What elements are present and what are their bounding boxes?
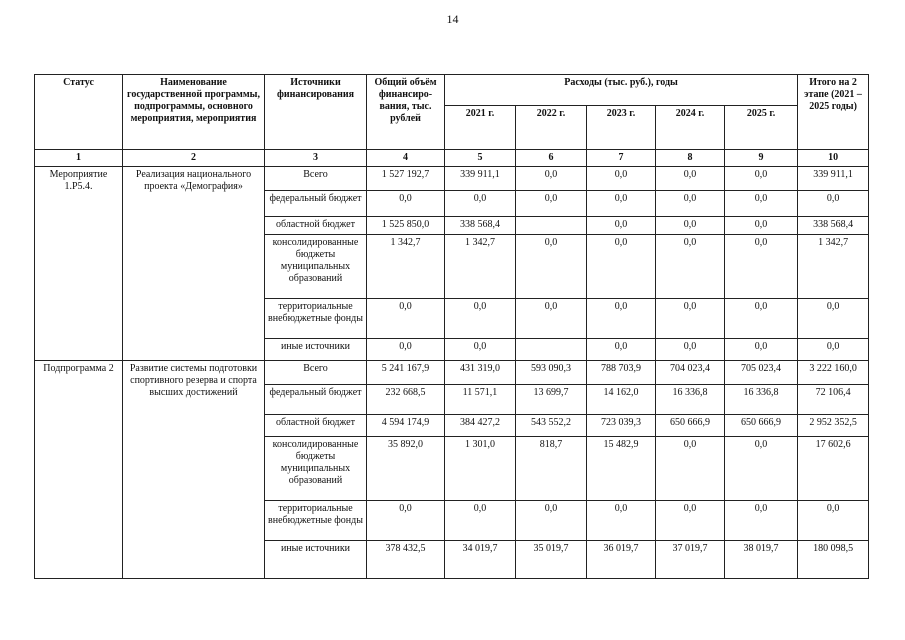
name-cell: Реализация национального проекта «Демография» — [123, 167, 265, 361]
value-cell: 11 571,1 — [445, 385, 516, 415]
header-status: Статус — [35, 75, 123, 150]
source-cell: иные источники — [265, 339, 367, 361]
value-cell: 180 098,5 — [798, 541, 869, 579]
column-index: 2 — [123, 150, 265, 167]
source-cell: федеральный бюджет — [265, 191, 367, 217]
value-cell: 788 703,9 — [587, 361, 656, 385]
table-row — [35, 167, 869, 191]
source-cell: иные источники — [265, 541, 367, 579]
status-cell: Подпрограмма 2 — [35, 361, 123, 579]
value-cell: 72 106,4 — [798, 385, 869, 415]
value-cell: 0,0 — [587, 167, 656, 191]
value-cell: 0,0 — [587, 339, 656, 361]
value-cell: 35 019,7 — [516, 541, 587, 579]
value-cell: 34 019,7 — [445, 541, 516, 579]
value-cell: 0,0 — [656, 167, 725, 191]
value-cell: 37 019,7 — [656, 541, 725, 579]
header-year: 2022 г. — [516, 106, 587, 150]
value-cell: 0,0 — [656, 299, 725, 339]
value-cell: 0,0 — [656, 235, 725, 299]
value-cell — [516, 339, 587, 361]
value-cell: 0,0 — [587, 235, 656, 299]
value-cell: 0,0 — [725, 217, 798, 235]
column-index: 5 — [445, 150, 516, 167]
value-cell: 1 527 192,7 — [367, 167, 445, 191]
value-cell: 0,0 — [587, 501, 656, 541]
source-cell: Всего — [265, 167, 367, 191]
column-index-row — [35, 150, 869, 167]
value-cell: 0,0 — [725, 501, 798, 541]
value-cell: 1 342,7 — [367, 235, 445, 299]
value-cell: 0,0 — [367, 191, 445, 217]
value-cell: 5 241 167,9 — [367, 361, 445, 385]
value-cell: 36 019,7 — [587, 541, 656, 579]
value-cell: 0,0 — [725, 235, 798, 299]
table-row — [35, 361, 869, 385]
value-cell: 0,0 — [367, 501, 445, 541]
value-cell: 0,0 — [367, 339, 445, 361]
value-cell: 15 482,9 — [587, 437, 656, 501]
budget-table — [34, 74, 869, 579]
header-year: 2025 г. — [725, 106, 798, 150]
value-cell: 38 019,7 — [725, 541, 798, 579]
column-index: 7 — [587, 150, 656, 167]
value-cell: 0,0 — [445, 299, 516, 339]
value-cell: 0,0 — [656, 217, 725, 235]
value-cell: 704 023,4 — [656, 361, 725, 385]
source-cell: федеральный бюджет — [265, 385, 367, 415]
header-name: Наименование государственной программы, подпрограммы, основного мероприятия, мероприятия — [123, 75, 265, 150]
value-cell: 339 911,1 — [445, 167, 516, 191]
value-cell: 0,0 — [516, 191, 587, 217]
value-cell: 17 602,6 — [798, 437, 869, 501]
value-cell: 3 222 160,0 — [798, 361, 869, 385]
value-cell: 705 023,4 — [725, 361, 798, 385]
value-cell: 16 336,8 — [725, 385, 798, 415]
header-year: 2021 г. — [445, 106, 516, 150]
column-index: 1 — [35, 150, 123, 167]
name-cell: Развитие системы подготовки спортивного резерва и спорта высших достижений — [123, 361, 265, 579]
source-cell: Всего — [265, 361, 367, 385]
header-year: 2024 г. — [656, 106, 725, 150]
source-cell: территориальные внебюджетные фонды — [265, 501, 367, 541]
value-cell: 0,0 — [798, 191, 869, 217]
value-cell: 4 594 174,9 — [367, 415, 445, 437]
value-cell: 0,0 — [656, 501, 725, 541]
column-index: 4 — [367, 150, 445, 167]
status-cell: Мероприятие 1.Р5.4. — [35, 167, 123, 361]
value-cell: 0,0 — [798, 339, 869, 361]
value-cell: 0,0 — [725, 339, 798, 361]
value-cell: 0,0 — [798, 299, 869, 339]
value-cell — [516, 217, 587, 235]
value-cell: 1 525 850,0 — [367, 217, 445, 235]
column-index: 3 — [265, 150, 367, 167]
value-cell: 1 301,0 — [445, 437, 516, 501]
source-cell: областной бюджет — [265, 217, 367, 235]
value-cell: 0,0 — [445, 339, 516, 361]
value-cell: 0,0 — [587, 299, 656, 339]
value-cell: 0,0 — [798, 501, 869, 541]
value-cell: 16 336,8 — [656, 385, 725, 415]
page-number: 14 — [446, 12, 459, 26]
value-cell: 232 668,5 — [367, 385, 445, 415]
value-cell: 650 666,9 — [725, 415, 798, 437]
source-cell: областной бюджет — [265, 415, 367, 437]
column-index: 10 — [798, 150, 869, 167]
value-cell: 0,0 — [656, 437, 725, 501]
value-cell: 0,0 — [587, 191, 656, 217]
value-cell: 384 427,2 — [445, 415, 516, 437]
value-cell: 818,7 — [516, 437, 587, 501]
value-cell: 543 552,2 — [516, 415, 587, 437]
value-cell: 378 432,5 — [367, 541, 445, 579]
value-cell: 0,0 — [516, 299, 587, 339]
value-cell: 723 039,3 — [587, 415, 656, 437]
source-cell: консолидированные бюджеты муниципальных образований — [265, 235, 367, 299]
value-cell: 431 319,0 — [445, 361, 516, 385]
value-cell: 593 090,3 — [516, 361, 587, 385]
value-cell: 0,0 — [367, 299, 445, 339]
value-cell: 339 911,1 — [798, 167, 869, 191]
value-cell: 2 952 352,5 — [798, 415, 869, 437]
value-cell: 13 699,7 — [516, 385, 587, 415]
value-cell: 1 342,7 — [798, 235, 869, 299]
value-cell: 14 162,0 — [587, 385, 656, 415]
value-cell: 338 568,4 — [445, 217, 516, 235]
value-cell: 0,0 — [656, 339, 725, 361]
value-cell: 0,0 — [445, 501, 516, 541]
column-index: 6 — [516, 150, 587, 167]
source-cell: консолидированные бюджеты муниципальных образований — [265, 437, 367, 501]
value-cell: 0,0 — [725, 437, 798, 501]
value-cell: 0,0 — [445, 191, 516, 217]
value-cell: 0,0 — [725, 191, 798, 217]
value-cell: 0,0 — [516, 235, 587, 299]
value-cell: 0,0 — [516, 501, 587, 541]
source-cell: территориальные внебюджетные фонды — [265, 299, 367, 339]
value-cell: 35 892,0 — [367, 437, 445, 501]
header-stage-total: Итого на 2 этапе (2021 – 2025 годы) — [798, 75, 869, 150]
value-cell: 0,0 — [656, 191, 725, 217]
column-index: 8 — [656, 150, 725, 167]
column-index: 9 — [725, 150, 798, 167]
value-cell: 0,0 — [516, 167, 587, 191]
value-cell: 1 342,7 — [445, 235, 516, 299]
header-sources: Источники финансирования — [265, 75, 367, 150]
value-cell: 0,0 — [587, 217, 656, 235]
value-cell: 0,0 — [725, 167, 798, 191]
header-year: 2023 г. — [587, 106, 656, 150]
value-cell: 650 666,9 — [656, 415, 725, 437]
value-cell: 0,0 — [725, 299, 798, 339]
value-cell: 338 568,4 — [798, 217, 869, 235]
header-total: Общий объём финансиро-вания, тыс. рублей — [367, 75, 445, 150]
header-expenses: Расходы (тыс. руб.), годы — [445, 75, 798, 106]
